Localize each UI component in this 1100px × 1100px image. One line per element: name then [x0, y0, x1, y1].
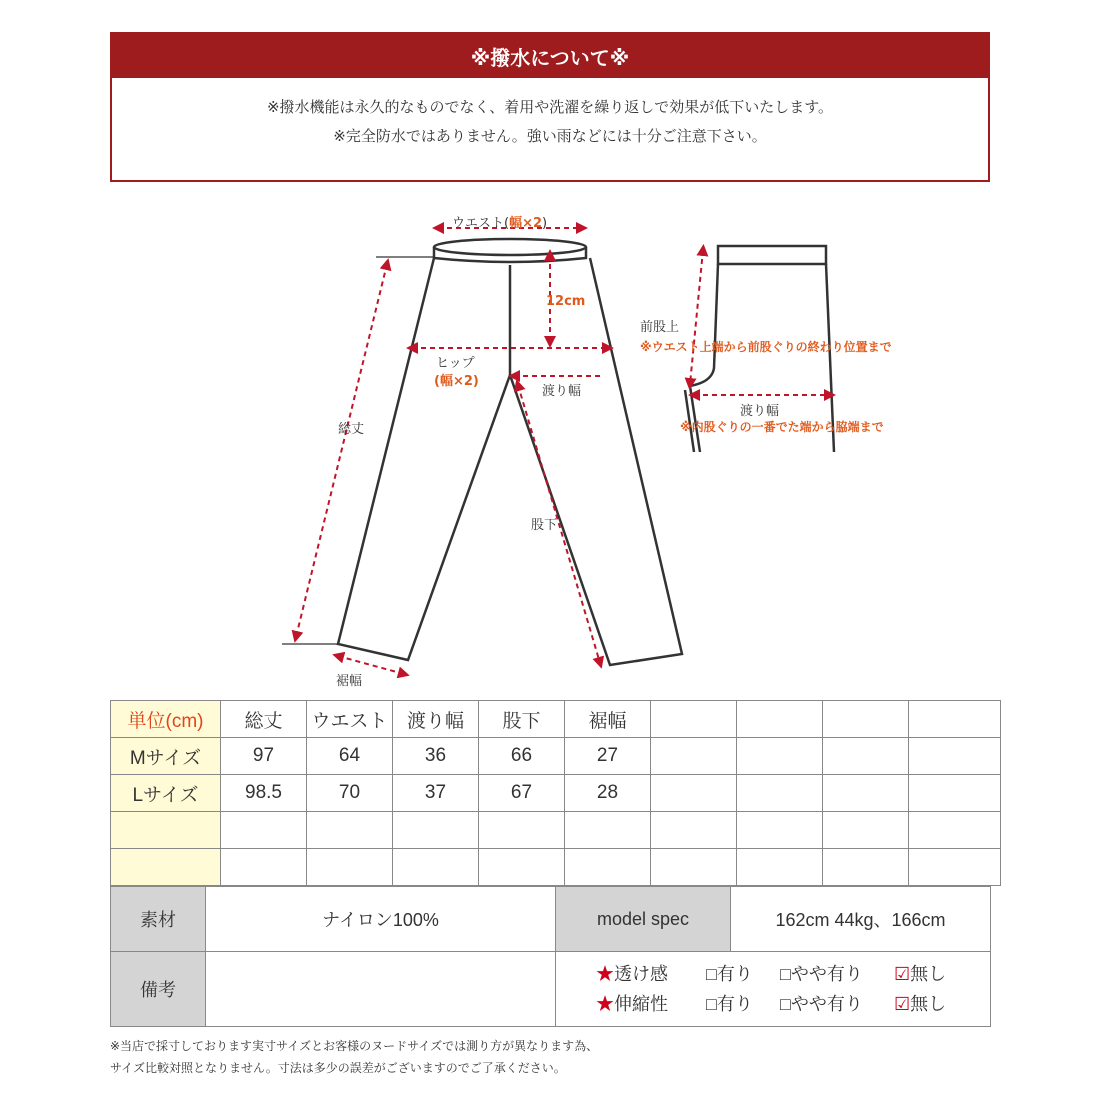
table-cell: 64: [307, 738, 393, 775]
header-inseam: 股下: [479, 701, 565, 738]
table-cell: 67: [479, 775, 565, 812]
stretch-option-some: □やや有り: [780, 994, 863, 1014]
front-rise-label: 前股上: [640, 320, 680, 335]
table-cell: [565, 849, 651, 886]
row-label: [111, 849, 221, 886]
table-cell: [565, 812, 651, 849]
spec-row-material: [111, 887, 991, 952]
table-cell: [823, 738, 909, 775]
table-cell: 27: [565, 738, 651, 775]
stretch-row: [596, 989, 990, 1019]
inseam-label: 股下: [531, 518, 558, 533]
fabric-properties: [556, 952, 991, 1027]
table-cell: 98.5: [221, 775, 307, 812]
material-value: ナイロン100%: [206, 887, 556, 952]
table-cell: [651, 849, 737, 886]
header-empty: [909, 701, 1001, 738]
table-cell: 36: [393, 738, 479, 775]
table-cell: [737, 812, 823, 849]
row-label: [111, 812, 221, 849]
size-table: [110, 700, 1001, 886]
header-thigh: 渡り幅: [393, 701, 479, 738]
table-cell: 66: [479, 738, 565, 775]
header-empty: [737, 701, 823, 738]
header-total-length: 総丈: [221, 701, 307, 738]
table-cell: [479, 812, 565, 849]
front-rise-note: ※ウエスト上端から前股ぐりの終わり位置まで: [640, 340, 892, 354]
material-label: 素材: [111, 887, 206, 952]
table-cell: [307, 812, 393, 849]
header-empty: [651, 701, 737, 738]
star-icon: ★: [596, 964, 614, 984]
table-cell: [651, 738, 737, 775]
hip-note: (幅×2): [434, 374, 479, 389]
thigh-label: 渡り幅: [542, 384, 582, 399]
notes-label: 備考: [111, 952, 206, 1027]
table-row: [111, 849, 1001, 886]
transparency-option-some: □やや有り: [780, 964, 863, 984]
notes-value: [206, 952, 556, 1027]
table-cell: 28: [565, 775, 651, 812]
side-thigh-note: ※内股ぐりの一番でた端から脇端まで: [680, 420, 884, 434]
table-row: [111, 775, 1001, 812]
table-cell: [651, 775, 737, 812]
transparency-row: [596, 959, 990, 989]
table-cell: [737, 775, 823, 812]
table-cell: [307, 849, 393, 886]
hip-label: ヒップ: [436, 356, 475, 371]
unit-cell: 単位(cm): [111, 701, 221, 738]
table-cell: 97: [221, 738, 307, 775]
header-hem: 裾幅: [565, 701, 651, 738]
table-cell: [221, 812, 307, 849]
stretch-option-none: ☑無し: [894, 994, 947, 1014]
notice-box: [110, 32, 990, 182]
transparency-label: 透け感: [614, 964, 668, 984]
row-label: Lサイズ: [111, 775, 221, 812]
pants-illustration: [0, 190, 1100, 700]
star-icon: ★: [596, 994, 614, 1014]
spec-table: [110, 886, 991, 1027]
table-cell: [909, 775, 1001, 812]
footnote-line-1: ※当店で採寸しております実寸サイズとお客様のヌードサイズでは測り方が異なります為、: [110, 1039, 599, 1053]
table-cell: [737, 738, 823, 775]
checked-box-icon: ☑: [894, 994, 911, 1014]
header-waist: ウエスト: [307, 701, 393, 738]
table-cell: [823, 812, 909, 849]
table-cell: [393, 812, 479, 849]
size-table-header: [111, 701, 1001, 738]
table-row: [111, 738, 1001, 775]
stretch-option-yes: □有り: [706, 994, 753, 1014]
spec-row-notes: [111, 952, 991, 1027]
table-cell: [823, 775, 909, 812]
stretch-label: 伸縮性: [614, 994, 668, 1014]
table-cell: [221, 849, 307, 886]
side-thigh-label: 渡り幅: [740, 404, 780, 419]
model-spec-value: 162cm 44kg、166cm: [731, 887, 991, 952]
total-length-label: 総丈: [338, 422, 365, 437]
table-cell: [909, 812, 1001, 849]
row-label: Mサイズ: [111, 738, 221, 775]
rise-12cm-label: 12cm: [546, 294, 586, 309]
table-row: [111, 812, 1001, 849]
pants-diagram: [0, 190, 1100, 700]
table-cell: 37: [393, 775, 479, 812]
hem-label: 裾幅: [336, 674, 363, 689]
header-empty: [823, 701, 909, 738]
notice-line-2: ※完全防水ではありません。強い雨などには十分ご注意下さい。: [333, 127, 767, 145]
model-spec-label: model spec: [556, 887, 731, 952]
table-cell: [393, 849, 479, 886]
table-cell: [479, 849, 565, 886]
table-cell: [823, 849, 909, 886]
table-cell: [651, 812, 737, 849]
footnote-line-2: サイズ比較対照となりません。寸法は多少の誤差がございますのでご了承ください。: [110, 1061, 566, 1075]
transparency-option-yes: □有り: [706, 964, 753, 984]
waist-label: ウエスト(幅×2): [452, 216, 548, 231]
notice-line-1: ※撥水機能は永久的なものでなく、着用や洗濯を繰り返しで効果が低下いたします。: [266, 98, 834, 116]
table-cell: 70: [307, 775, 393, 812]
table-cell: [737, 849, 823, 886]
transparency-option-none: ☑無し: [894, 964, 947, 984]
front-pants-outline: [338, 239, 682, 665]
table-cell: [909, 738, 1001, 775]
checked-box-icon: ☑: [894, 964, 911, 984]
table-cell: [909, 849, 1001, 886]
notice-title: ※撥水について※: [112, 34, 988, 78]
